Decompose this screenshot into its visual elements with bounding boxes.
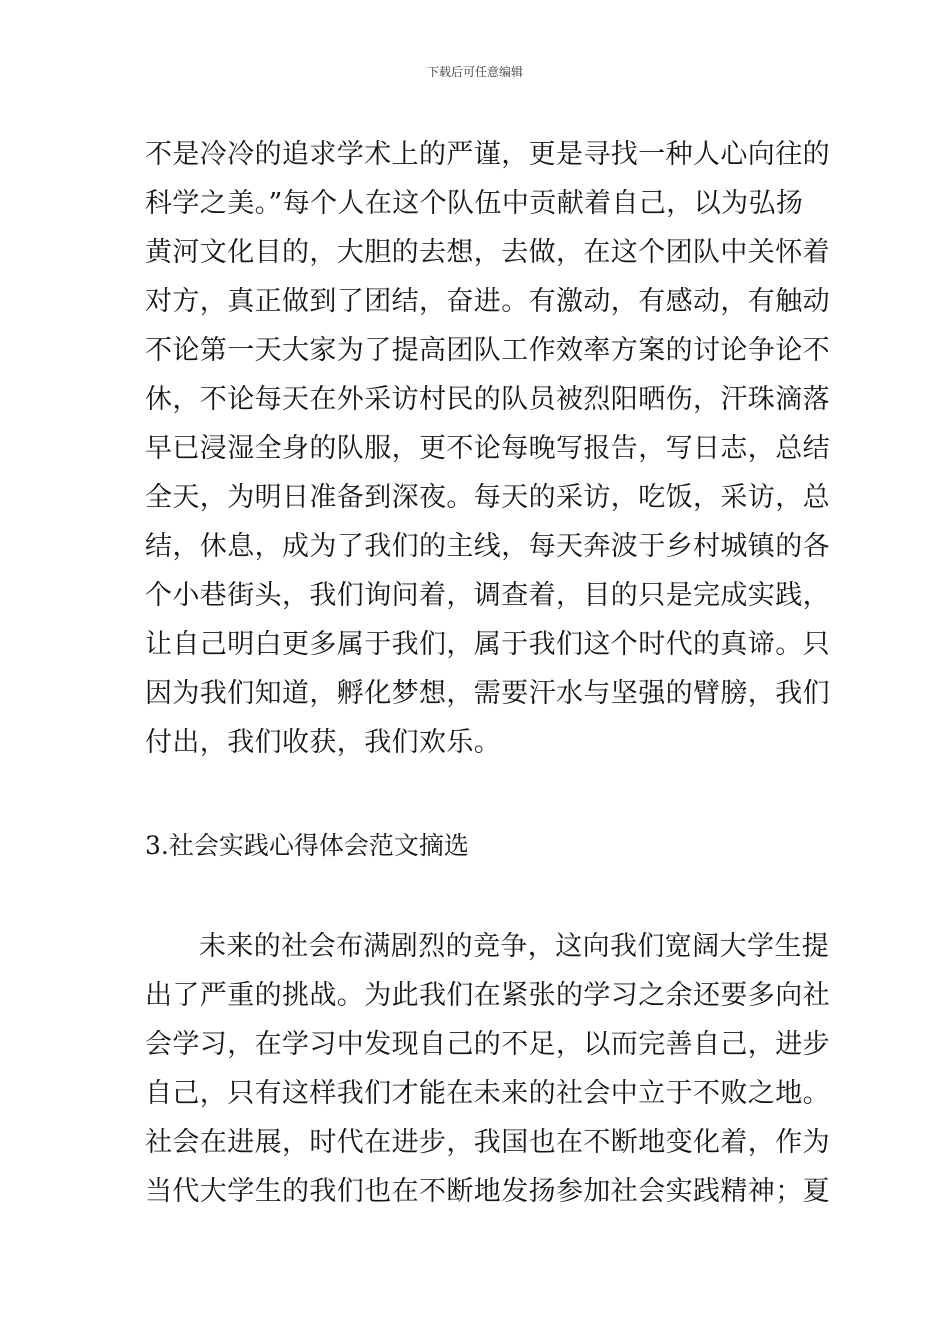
text-line: 会学习，在学习中发现自己的不足，以而完善自己，进步 bbox=[145, 1029, 830, 1060]
text-line: 社会在进展，时代在进步，我国也在不断地变化着，作为 bbox=[145, 1127, 830, 1158]
page-header: 下载后可任意编辑 bbox=[426, 65, 523, 79]
text-line: 未来的社会布满剧烈的竞争，这向我们宽阔大学生提 bbox=[199, 931, 830, 962]
text-line: 当代大学生的我们也在不断地发扬参加社会实践精神；夏 bbox=[145, 1176, 830, 1207]
paragraph-section-3 bbox=[145, 922, 830, 1216]
text-line: 让自己明白更多属于我们，属于我们这个时代的真谛。只 bbox=[145, 629, 830, 660]
text-line: 全天，为明日准备到深夜。每天的采访，吃饭，采访，总 bbox=[145, 482, 830, 513]
text-line: 付出，我们收获，我们欢乐。 bbox=[145, 727, 502, 758]
text-line: 自己，只有这样我们才能在未来的社会中立于不败之地。 bbox=[145, 1078, 830, 1109]
text-line: 对方，真正做到了团结，奋进。有激动，有感动，有触动 bbox=[145, 286, 830, 317]
paragraph-continued bbox=[145, 130, 830, 767]
text-line: 休，不论每天在外采访村民的队员被烈阳晒伤，汗珠滴落 bbox=[145, 384, 830, 415]
text-line: 因为我们知道，孵化梦想，需要汗水与坚强的臂膀，我们 bbox=[145, 678, 830, 709]
section-heading: 3.社会实践心得体会范文摘选 bbox=[145, 831, 469, 860]
text-line: 出了严重的挑战。为此我们在紧张的学习之余还要多向社 bbox=[145, 980, 830, 1011]
text-line: 不是冷冷的追求学术上的严谨，更是寻找一种人心向往的 bbox=[145, 139, 830, 170]
text-line: 个小巷街头，我们询问着，调查着，目的只是完成实践， bbox=[145, 580, 830, 611]
text-line: 黄河文化目的，大胆的去想，去做，在这个团队中关怀着 bbox=[145, 237, 830, 268]
text-line: 早已浸湿全身的队服，更不论每晚写报告，写日志，总结 bbox=[145, 433, 830, 464]
text-line: 不论第一天大家为了提高团队工作效率方案的讨论争论不 bbox=[145, 335, 830, 366]
text-line: 科学之美。”每个人在这个队伍中贡献着自己，以为弘扬 bbox=[145, 188, 804, 219]
text-line: 结，休息，成为了我们的主线，每天奔波于乡村城镇的各 bbox=[145, 531, 830, 562]
